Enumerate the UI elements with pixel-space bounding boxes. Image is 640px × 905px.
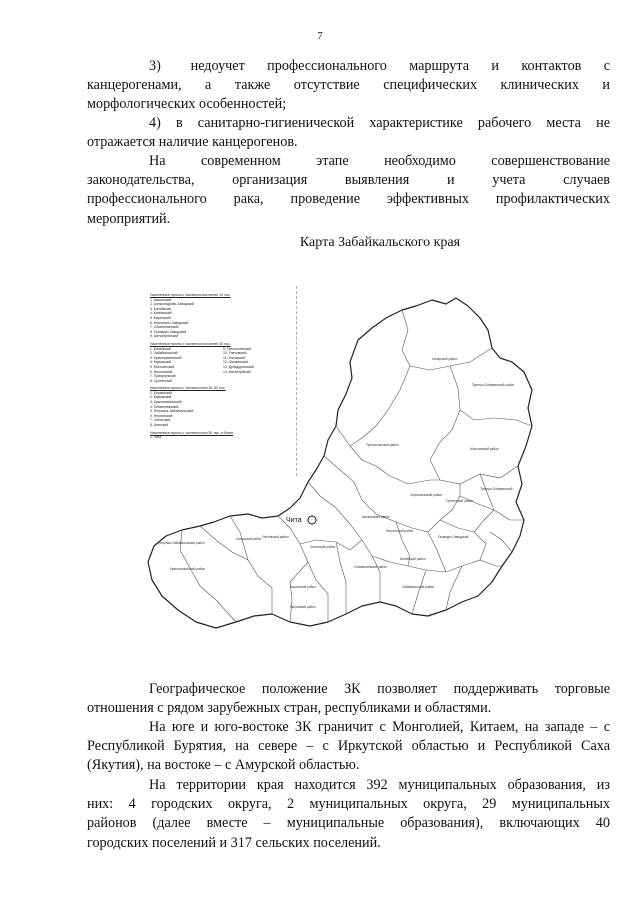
district-label: Балейский район	[400, 557, 426, 561]
legend-item: 5. Могочинский	[150, 364, 174, 369]
district-label: Петровск-Забайкальский район	[158, 541, 205, 545]
legend-item: 8. Агинский	[150, 423, 169, 428]
district-label: Нерчинский район	[386, 529, 414, 533]
district-border	[336, 366, 410, 446]
district-border	[372, 556, 502, 572]
legend-item: 11. Хилокский	[223, 355, 245, 360]
legend-item: 10. Улетовский	[223, 351, 247, 356]
list-item-4	[87, 114, 610, 152]
district-border	[350, 446, 440, 484]
legend-item: 8. Сретенский	[150, 378, 173, 383]
legend-item: 1. Акшинский	[150, 297, 171, 302]
legend-group-title: Населенные пункты с численностью 50 тыс. и более	[150, 430, 234, 435]
legend-item: 1. Чита	[150, 435, 162, 440]
district-label: Акшинский район	[290, 585, 316, 589]
district-label: Шилкинский район	[362, 515, 390, 519]
district-label: Читинский район	[310, 545, 336, 549]
legend-item: 2. Карымский	[150, 395, 172, 400]
text-line: На юге и юго-востоке ЗК граничит с Монголией, Китаем, на западе – с	[149, 719, 610, 735]
legend-item: 6. Нерчинский	[150, 413, 173, 418]
legend-group-title: Населенные пункты с численностью 30–50 тыс.	[150, 386, 226, 391]
legend-item: 13. Дульдургинский	[223, 364, 254, 369]
district-label: Забайкальский район	[402, 585, 435, 589]
district-label: Улётовский район	[262, 535, 289, 539]
district-border	[336, 542, 346, 614]
district-label: Тунгокоченский район	[366, 443, 399, 447]
legend-item: 3. Краснокаменский	[150, 400, 182, 405]
legend-item: 9. Шелопугинский	[150, 334, 179, 339]
text-line: 4) в санитарно-гигиенической характеристике рабочего места не	[149, 115, 610, 131]
legend-item: 4. Карымский	[150, 360, 172, 365]
district-border	[308, 482, 380, 602]
text-line: отражается наличие канцерогенов.	[87, 134, 298, 151]
district-border	[480, 474, 494, 510]
text-line: На современном этапе необходимо совершенствование	[149, 153, 610, 169]
paragraph-municipalities	[87, 776, 610, 853]
text-line: районов (далее вместе – муниципальные образования), включающих 40	[87, 815, 610, 832]
paragraph-current-stage	[87, 152, 610, 229]
district-label: Чернышевский район	[410, 493, 443, 497]
map-caption: Карта Забайкальского края	[299, 235, 461, 250]
text-line: них: 4 городских округа, 2 муниципальных округа, 29 муниципальных	[87, 796, 610, 813]
text-line: профессионального рака, проведение эффективных профилактических	[87, 191, 610, 208]
district-label: Тунгиро-Олёкминский район	[472, 383, 515, 387]
legend-item: 1. Балейский	[150, 346, 171, 351]
district-border	[412, 570, 426, 614]
district-border	[490, 532, 512, 552]
legend-item: 5. Петровск-Забайкальский	[150, 409, 194, 414]
legend-item: 2. Александрово-Заводский	[150, 302, 194, 307]
paragraph-borders	[87, 718, 610, 776]
legend-item: 12. Шилкинский	[223, 360, 248, 365]
page-number: 7	[317, 30, 323, 42]
text-line: 3) недоучет профессионального маршрута и контактов с	[149, 58, 610, 74]
legend-item: 14. Могойтуйский	[223, 369, 251, 374]
legend-group-title: Населенные пункты с численностью менее 10 тыс.	[150, 293, 231, 297]
city-marker	[308, 516, 316, 524]
paragraph-geography	[87, 680, 610, 718]
text-line: На территории края находится 392 муниципальных образования, из	[149, 777, 610, 793]
legend-item: 1. Борзинский	[150, 390, 173, 395]
text-line: законодательства, организация выявления и учета случаев	[87, 172, 610, 189]
legend-item: 9. Тунгокоченский	[223, 346, 252, 351]
district-label: Газимуро-Заводский	[438, 535, 469, 539]
legend-item: 2. Забайкальский	[150, 351, 178, 356]
district-border	[474, 510, 494, 532]
legend-item: 8. Газимуро-Заводский	[150, 329, 187, 334]
text-line: (Якутия), на востоке – с Амурской областью.	[87, 757, 360, 774]
legend-item: 3. Балейский	[150, 306, 171, 311]
legend-item: 6. Нерчинский	[150, 369, 173, 374]
district-label: Каларский район	[432, 357, 458, 361]
legend-item: 7. Приаргунский	[150, 374, 176, 379]
text-line: отношения с рядом зарубежных стран, республиками и областями.	[87, 700, 492, 717]
legend-item: 4. Калганский	[150, 311, 172, 316]
legend-item: 7. Оловяннинский	[150, 325, 179, 330]
legend-item: 4. Оловяннинский	[150, 404, 179, 409]
district-label: Тунгиро-Олёкминский	[480, 487, 513, 491]
legend-item: 5. Кыринский	[150, 315, 171, 320]
legend-item: 6. Нерчинско-Заводский	[150, 320, 189, 325]
district-border	[402, 310, 492, 370]
text-line: канцерогенами, а также отсутствие специфических клинических и	[87, 77, 610, 94]
map-legend	[150, 290, 290, 440]
district-border	[450, 366, 532, 426]
text-line: Географическое положение ЗК позволяет поддерживать торговые	[149, 681, 610, 697]
district-label: Красночикойский район	[170, 567, 206, 571]
city-label: Чита	[286, 517, 302, 524]
district-label: Хилокский район	[236, 537, 262, 541]
district-label: Могочинский район	[470, 447, 499, 451]
district-label: Оловяннинский район	[354, 565, 387, 569]
district-label: Кыринский район	[290, 605, 316, 609]
legend-group-title: Населенные пункты с численностью менее 30 тыс.	[150, 341, 231, 346]
district-label: Сретенский район	[446, 499, 473, 503]
legend-item: 7. Читинский	[150, 418, 171, 423]
text-line: городских поселений и 317 сельских поселений.	[87, 834, 381, 851]
legend-item: 3. Краснокаменский	[150, 355, 182, 360]
text-line: Республикой Бурятия, на севере – с Иркутской областью и Республикой Саха	[87, 738, 610, 755]
district-border	[290, 562, 308, 622]
text-line: мероприятий.	[87, 210, 171, 227]
text-line: морфологических особенностей;	[87, 96, 287, 113]
legend-frame	[146, 286, 297, 476]
list-item-3	[87, 57, 610, 115]
